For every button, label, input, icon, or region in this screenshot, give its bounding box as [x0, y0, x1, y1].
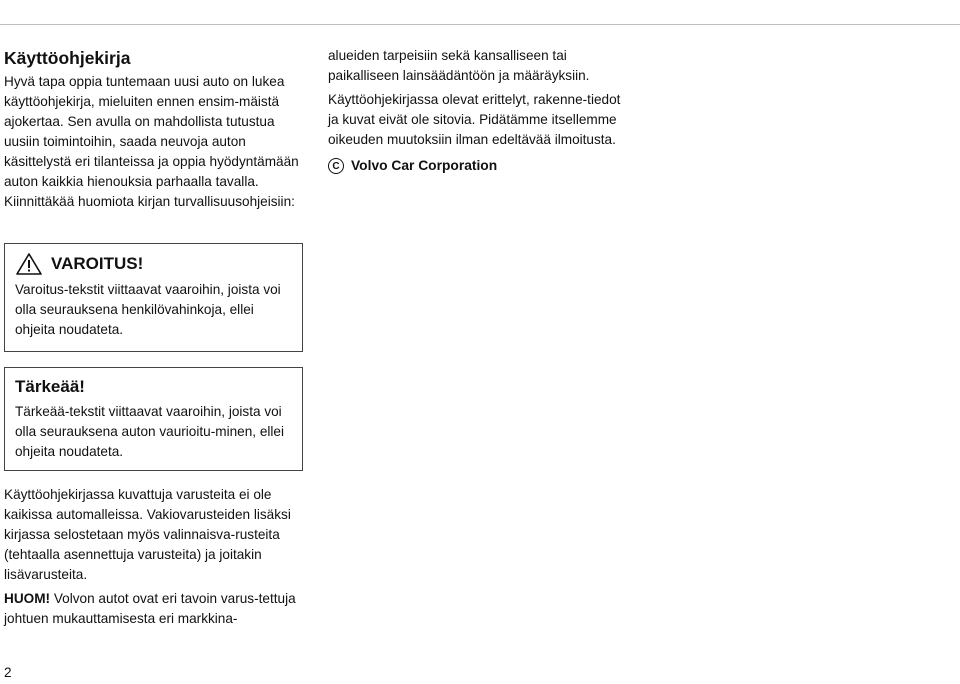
note-text: Volvon autot ovat eri tavoin varus-tettuja johtuen mukauttamisesta eri markkina-: [4, 591, 296, 626]
warning-title-row: [15, 252, 292, 276]
important-title: Tärkeää!: [15, 377, 85, 396]
warning-title: VAROITUS!: [51, 254, 144, 273]
important-box: [4, 367, 303, 471]
equipment-paragraph: Käyttöohjekirjassa kuvattuja varusteita ei ole kaikissa automalleissa. Vakiovarusteiden lisäksi kirjassa selostetaan myös valinnaisva-rusteita (tehtaalla asennettuja varusteita) ja joitakin lisävarusteita.: [4, 487, 291, 582]
copyright-icon: C: [328, 158, 344, 174]
disclaimer-paragraph: Käyttöohjekirjassa olevat erittelyt, rakenne-tiedot ja kuvat eivät ole sitovia. Pidätämme itsellemme oikeuden muutoksiin ilman edeltävää ilmoitusta.: [328, 92, 621, 147]
right-column: [328, 46, 628, 176]
warning-box: [4, 243, 303, 352]
equipment-section: [4, 485, 304, 629]
page-number: 2: [4, 665, 12, 680]
note-label: HUOM!: [4, 591, 51, 606]
copyright-text: Volvo Car Corporation: [351, 158, 498, 173]
warning-text: Varoitus-tekstit viittaavat vaaroihin, joista voi olla seurauksena henkilövahinkoja, ellei ohjeita noudateta.: [15, 282, 281, 337]
section-heading: Käyttöohjekirja: [4, 48, 131, 68]
intro-paragraph: Hyvä tapa oppia tuntemaan uusi auto on lukea käyttöohjekirja, mieluiten ennen ensim-mäistä ajokertaa. Sen avulla on mahdollista tutustua uusiin toimintoihin, saada neuvoja auton käsittelystä eri tilanteissa ja oppia hyödyntämään auton kaikkia hienouksia parhaalla tavalla. Kiinnittäkää huomiota kirjan turvallisuusohjeisiin:: [4, 74, 299, 209]
left-column: [4, 46, 304, 212]
top-rule: [0, 24, 960, 25]
copyright-line: [328, 156, 628, 176]
important-text: Tärkeää-tekstit viittaavat vaaroihin, joista voi olla seurauksena auton vaurioitu-minen, ellei ohjeita noudateta.: [15, 404, 285, 459]
market-paragraph: alueiden tarpeisiin sekä kansalliseen tai paikalliseen lainsäädäntöön ja määräyksiin.: [328, 48, 590, 83]
note-paragraph: [4, 589, 304, 629]
warning-triangle-icon: [15, 252, 43, 276]
